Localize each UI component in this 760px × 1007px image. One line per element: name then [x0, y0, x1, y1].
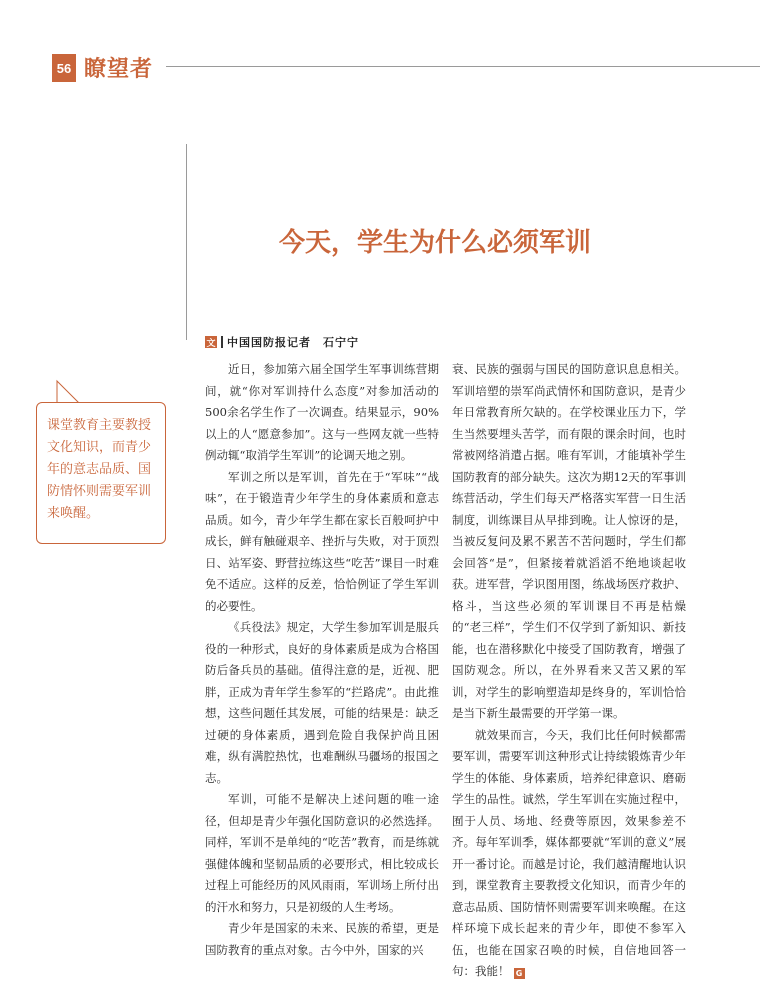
page-header	[0, 0, 760, 90]
byline-author: 中国国防报记者 石宁宁	[227, 336, 359, 349]
paragraph: 青少年是国家的未来、民族的希望，更是国防教育的重点对象。古今中外，国家的兴	[205, 921, 439, 957]
byline-separator	[221, 336, 223, 348]
paragraph: 军训，可能不是解决上述问题的唯一途径，但却是青少年强化国防意识的必然选择。同样，军训不是单纯的“吃苦”教育，而是练就强健体魄和坚韧品质的必要形式，相比较成长过程上可能经历的风风雨雨，军训场上所付出的汗水和努力，只是初级的人生考场。	[205, 792, 439, 914]
byline-tag: 文	[205, 336, 217, 348]
article-column-1	[205, 359, 439, 961]
paragraph-text: 就效果而言，今天，我们比任何时候都需要军训，需要军训这种形式让持续锻炼青少年学生的体能、身体素质，培养纪律意识、磨砺学生的品性。诚然，学生军训在实施过程中，囿于人员、场地、经费等原因，效果参差不齐。每年军训季，媒体都要就“军训的意义”展开一番讨论。而越是讨论，我们越清醒地认识到，课堂教育主要教授文化知识，而青少年的意志品质、国防情怀则需要军训来唤醒。在这样环境下成长起来的青少年，即使不参军入伍，也能在国家召唤的时候，自信地回答一句：我能！	[452, 727, 686, 978]
magazine-title: 瞭望者	[84, 57, 154, 82]
article-column-2	[452, 359, 686, 983]
page-number-badge: 56	[52, 54, 76, 82]
paragraph: 近日，参加第六届全国学生军事训练营期间，就“你对军训持什么态度”对参加活动的500余名学生作了一次调查。结果显示，90%以上的人“愿意参加”。这与一些网友就一些特例动辄“取消学生军训”的论调天地之别。	[205, 362, 439, 462]
pull-quote-text: 课堂教育主要教授文化知识，而青少年的意志品质、国防情怀则需要军训来唤醒。	[47, 418, 152, 521]
paragraph: 《兵役法》规定，大学生参加军训是服兵役的一种形式，良好的身体素质是成为合格国防后备兵员的基础。值得注意的是，近视、肥胖，正成为青年学生参军的“拦路虎”。由此推想，这些问题任其发展，可能的结果是：缺乏过硬的身体素质，遇到危险自我保护尚且困难，纵有满腔热忱，也难酬纵马疆场的报国之志。	[205, 620, 439, 785]
article-title: 今天，学生为什么必须军训	[278, 228, 591, 258]
byline	[205, 334, 359, 350]
header-divider	[166, 66, 760, 67]
end-mark-icon: G	[514, 968, 525, 979]
paragraph: 衰、民族的强弱与国民的国防意识息息相关。军训培塑的崇军尚武情怀和国防意识，是青少年日常教育所欠缺的。在学校课业压力下，学生当然要埋头苦学，而有限的课余时间，也时常被网络消遣占据。唯有军训，才能填补学生国防教育的部分缺失。这次为期12天的军事训练营活动，学生们每天严格落实军营一日生活制度，训练课目从早排到晚。让人惊讶的是，当被反复问及累不累苦不苦问题时，学生们都会回答“是”，但紧接着就滔滔不绝地谈起收获。进军营，学识图用图，练战场医疗救护、格斗，当这些必须的军训课目不再是枯燥的“老三样”，学生们不仅学到了新知识、新技能，也在潜移默化中接受了国防教育，增强了国防观念。所以，在外界看来又苦又累的军训，对学生的影响塑造却是终身的，军训恰恰是当下新生最需要的开学第一课。	[452, 362, 686, 720]
callout-tail-icon	[55, 379, 95, 404]
pull-quote-callout	[36, 402, 166, 544]
paragraph: 军训之所以是军训，首先在于“军味”“战味”，在于锻造青少年学生的身体素质和意志品质。如今，青少年学生都在家长百般呵护中成长，鲜有触碰艰辛、挫折与失败，对于顶烈日、站军姿、野营拉练这些“吃苦”课目一时难免不适应。这样的反差，恰恰例证了学生军训的必要性。	[205, 469, 439, 613]
paragraph-last	[452, 725, 686, 983]
